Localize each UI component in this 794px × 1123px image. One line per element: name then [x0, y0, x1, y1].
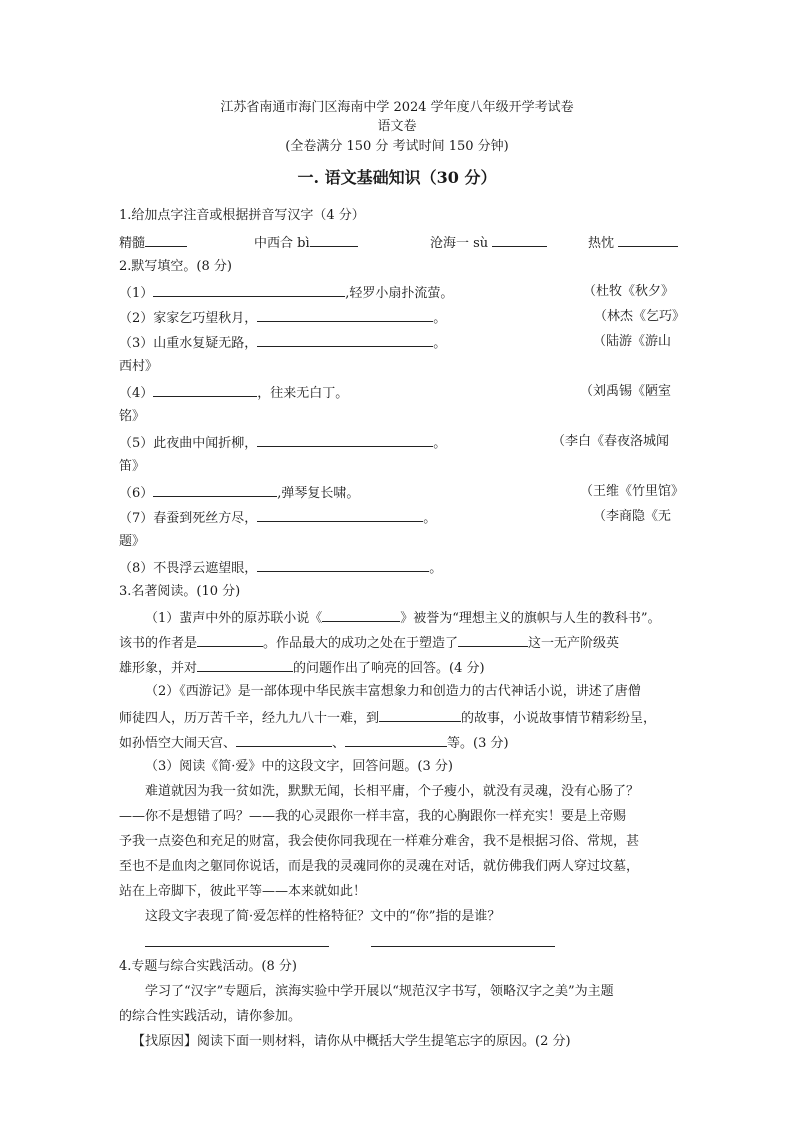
q2-line-3-source-cont: 西村》 — [119, 359, 159, 374]
q2-line-5-source-cont: 笛》 — [119, 459, 146, 474]
answer-blank[interactable] — [257, 509, 423, 522]
answer-blank[interactable] — [153, 384, 257, 397]
q2-line-6-source: （王维《竹里馆》 — [580, 484, 685, 499]
q3-part-1-line-3: 雄形象，并对 的问题作出了响亮的回答。(4 分) — [119, 661, 485, 676]
q2-line-3: （3）山重水复疑无路， 。 — [119, 336, 447, 351]
answer-blank[interactable] — [379, 709, 461, 722]
section-title: 一. 语文基础知识（30 分） — [297, 168, 497, 187]
q3-part-1-line-1: （1）蜚声中外的原苏联小说《 》被誉为“理想主义的旗帜与人生的教科书”。 — [145, 611, 661, 626]
question-4-heading: 4.专题与综合实践活动。(8 分) — [119, 959, 297, 974]
q2-line-5-source: （李白《春夜洛城闻 — [552, 434, 670, 449]
q2-line-8: （8）不畏浮云遮望眼， 。 — [119, 561, 443, 576]
q2-line-3-source: （陆游《游山 — [593, 334, 672, 349]
answer-blank[interactable] — [371, 934, 555, 947]
q3-part-2-line-3: 如孙悟空大闹天宫、 、 等。(3 分) — [119, 736, 509, 751]
answer-blank[interactable] — [458, 634, 528, 647]
q3-part-1-line-2: 该书的作者是 。作品最大的成功之处在于塑造了 这一无产阶级英 — [119, 636, 620, 651]
q3-part-2-line-1: （2）《西游记》是一部体现中华民族丰富想象力和创造力的古代神话小说，讲述了唐僧 — [145, 684, 641, 699]
answer-blank[interactable] — [257, 334, 433, 347]
quote-line: 难道就因为我一贫如洗，默默无闻，长相平庸，个子瘦小，就没有灵魂，没有心肠了？ — [145, 784, 640, 799]
exam-subtitle: 语文卷 — [377, 119, 417, 134]
q2-line-1: （1） ,轻罗小扇扑流萤。 — [119, 286, 454, 301]
q2-line-2-source: （林杰《乞巧》 — [594, 309, 686, 324]
q1-item-2: 中西合 bì — [254, 234, 358, 252]
answer-blank[interactable] — [236, 734, 332, 747]
answer-blank[interactable] — [153, 484, 277, 497]
q3-part-3-heading: （3）阅读《简·爱》中的这段文字，回答问题。(3 分) — [145, 759, 453, 774]
q2-line-2: （2）家家乞巧望秋月， 。 — [119, 311, 447, 326]
answer-blank[interactable] — [153, 284, 345, 297]
q1-item-4: 热忱 — [588, 234, 678, 252]
quote-line: 予我一点姿色和充足的财富，我会使你同我现在一样难分难舍，我不是根据习俗、常规，甚 — [119, 834, 640, 849]
q3-part-2-line-2: 师徒四人，历万苦千辛，经九九八十一难，到 的故事，小说故事情节精彩纷呈， — [119, 711, 657, 726]
q4-task: 【找原因】阅读下面一则材料，请你从中概括大学生提笔忘字的原因。(2 分) — [132, 1034, 571, 1049]
exam-info: (全卷满分 150 分 考试时间 150 分钟) — [285, 139, 509, 154]
q2-line-4: （4） ，往来无白丁。 — [119, 386, 349, 401]
q2-line-7: （7）春蚕到死丝方尽， 。 — [119, 511, 437, 526]
answer-blank[interactable] — [322, 609, 400, 622]
answer-lines — [145, 934, 555, 952]
answer-blank[interactable] — [197, 659, 293, 672]
q1-item-3: 沧海一 sù — [430, 234, 547, 252]
q2-line-6: （6） ,弹琴复长啸。 — [119, 486, 360, 501]
answer-blank[interactable] — [310, 234, 358, 247]
answer-blank[interactable] — [145, 234, 187, 247]
question-1-heading: 1.给加点字注音或根据拼音写汉字（4 分） — [119, 208, 365, 223]
answer-blank[interactable] — [257, 309, 433, 322]
q2-line-4-source-cont: 铭》 — [119, 409, 146, 424]
q1-item-1: 精髓 — [119, 234, 187, 252]
q2-line-5: （5）此夜曲中闻折柳， 。 — [119, 436, 447, 451]
question-3-heading: 3.名著阅读。(10 分) — [119, 584, 241, 599]
answer-blank[interactable] — [345, 734, 447, 747]
answer-blank[interactable] — [197, 634, 263, 647]
quote-line: 至也不是血肉之躯同你说话，而是我的灵魂同你的灵魂在对话，就仿佛我们两人穿过坟墓， — [119, 859, 640, 874]
q2-line-4-source: （刘禹锡《陋室 — [580, 384, 672, 399]
answer-blank[interactable] — [618, 234, 678, 247]
answer-blank[interactable] — [492, 234, 547, 247]
q2-line-7-source: （李商隐《无 — [593, 509, 672, 524]
answer-blank[interactable] — [145, 934, 329, 947]
quote-line: ——你不是想错了吗？——我的心灵跟你一样丰富，我的心胸跟你一样充实！要是上帝赐 — [119, 809, 627, 824]
q2-line-7-source-cont: 题》 — [119, 534, 146, 549]
q4-intro-line-2: 的综合性实践活动，请你参加。 — [119, 1009, 302, 1024]
exam-title: 江苏省南通市海门区海南中学 2024 学年度八年级开学考试卷 — [220, 100, 574, 115]
answer-blank[interactable] — [257, 434, 433, 447]
q2-line-1-source: （杜牧《秋夕》 — [583, 284, 675, 299]
quote-line: 站在上帝脚下，彼此平等——本来就如此！ — [119, 884, 367, 899]
question-2-heading: 2.默写填空。(8 分) — [119, 259, 232, 274]
q3-part-3-question: 这段文字表现了简·爱怎样的性格特征？文中的“你”指的是谁？ — [145, 909, 501, 924]
q4-intro-line-1: 学习了“汉字”专题后，滨海实验中学开展以“规范汉字书写，领略汉字之美”为主题 — [145, 984, 614, 999]
answer-blank[interactable] — [257, 559, 429, 572]
